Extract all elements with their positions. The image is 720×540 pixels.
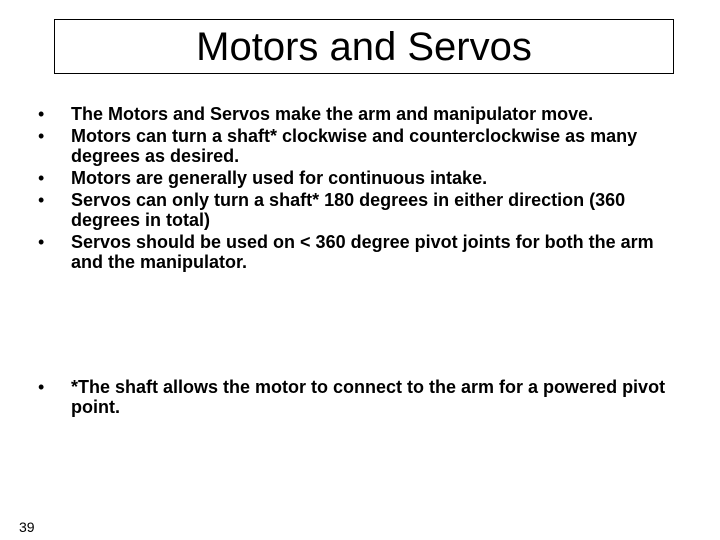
bullet-text: Servos should be used on < 360 degree pivot joints for both the arm and the manipulator. [71,232,654,272]
bullet-text: The Motors and Servos make the arm and manipulator move. [71,104,594,124]
slide-title: Motors and Servos [196,24,532,69]
bullet-item [38,126,688,166]
bullet-dot: • [38,190,45,210]
bullet-item [38,168,688,188]
bullet-dot: • [38,377,45,397]
page-number: 39 [19,519,35,535]
bullet-item [38,104,688,124]
bullet-item [38,190,688,230]
footnote-list [38,377,688,419]
bullet-dot: • [38,168,45,188]
bullet-item [38,232,688,272]
title-box [54,19,674,74]
bullet-text: Servos can only turn a shaft* 180 degrees in either direction (360 degrees in total) [71,190,626,230]
bullet-dot: • [38,232,45,252]
bullet-text: Motors can turn a shaft* clockwise and counterclockwise as many degrees as desired. [71,126,638,166]
bullet-list [38,104,688,274]
bullet-dot: • [38,126,45,146]
footnote-bullet [38,377,688,417]
bullet-dot: • [38,104,45,124]
bullet-text: Motors are generally used for continuous intake. [71,168,488,188]
footnote-text: *The shaft allows the motor to connect to the arm for a powered pivot point. [71,377,666,417]
